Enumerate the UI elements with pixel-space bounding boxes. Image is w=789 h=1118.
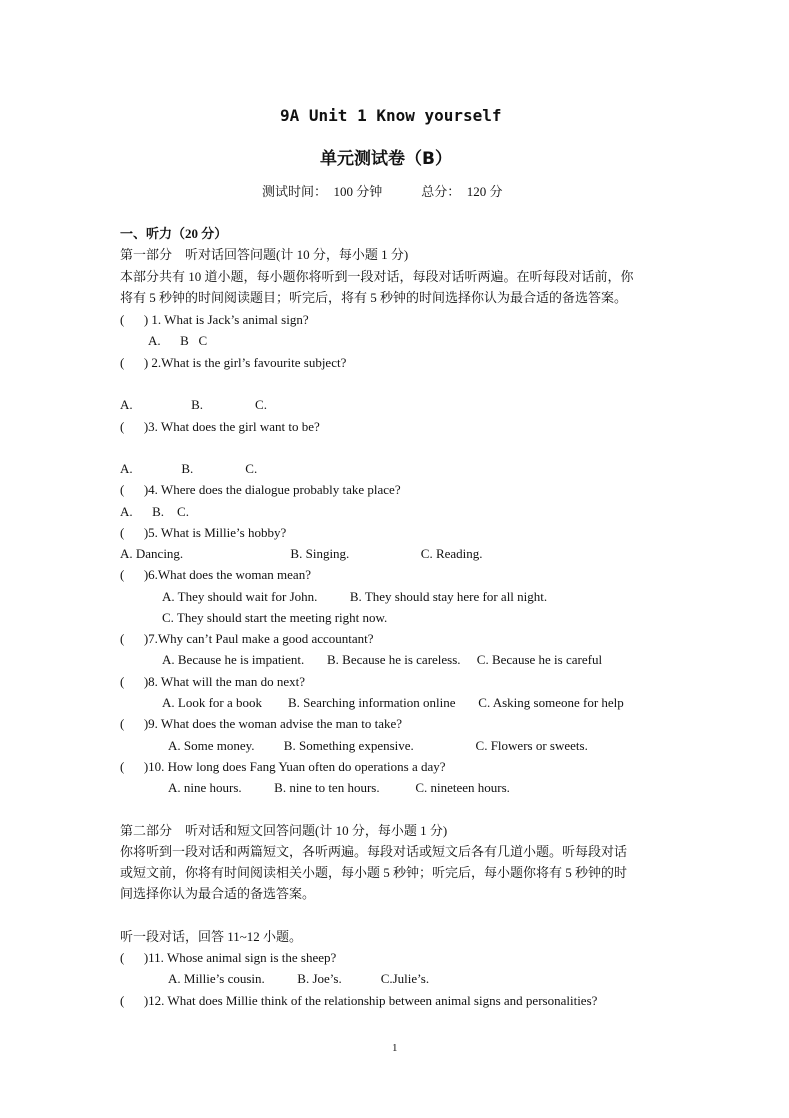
page-title: 9A Unit 1 Know yourself	[280, 106, 502, 125]
question-2-options: A. B. C.	[120, 397, 267, 412]
question-9: ( )9. What does the woman advise the man to take?	[120, 716, 403, 731]
question-10: ( )10. How long does Fang Yuan often do operations a day?	[120, 759, 446, 774]
part2-instruction: 间选择你认为最合适的备选答案。	[120, 886, 316, 901]
part1-instruction: 将有 5 秒钟的时间阅读题目；听完后，将有 5 秒钟的时间选择你认为最合适的备选答案。	[120, 290, 628, 305]
question-3-options: A. B. C.	[120, 461, 258, 476]
question-2: ( ) 2.What is the girl’s favourite subject?	[120, 355, 347, 370]
question-4: ( )4. Where does the dialogue probably take place?	[120, 482, 401, 497]
part2-instruction: 你将听到一段对话和两篇短文，各听两遍。每段对话或短文后各有几道小题。听每段对话	[120, 844, 628, 859]
question-7-options: A. Because he is impatient. B. Because he is careless. C. Because he is careful	[162, 652, 603, 667]
page-subtitle: 单元测试卷（B）	[320, 149, 452, 169]
question-6-options: C. They should start the meeting right now.	[162, 610, 388, 625]
question-5-options: A. Dancing. B. Singing. C. Reading.	[120, 546, 483, 561]
question-1-options: A. B C	[148, 333, 208, 348]
test-meta: 测试时间： 100 分钟 总分： 120 分	[262, 184, 503, 199]
section-heading: 一、听力（20 分）	[120, 226, 228, 241]
question-1: ( ) 1. What is Jack’s animal sign?	[120, 312, 309, 327]
page-number: 1	[392, 1042, 398, 1054]
question-6-options: A. They should wait for John. B. They should stay here for all night.	[162, 589, 548, 604]
part2-title: 第二部分 听对话和短文回答问题(计 10 分，每小题 1 分)	[120, 823, 448, 838]
question-8: ( )8. What will the man do next?	[120, 674, 305, 689]
question-10-options: A. nine hours. B. nine to ten hours. C. nineteen hours.	[168, 780, 510, 795]
question-4-options: A. B. C.	[120, 504, 189, 519]
question-7: ( )7.Why can’t Paul make a good accountant?	[120, 631, 374, 646]
question-11-options: A. Millie’s cousin. B. Joe’s. C.Julie’s.	[168, 971, 430, 986]
part2-instruction: 或短文前，你将有时间阅读相关小题，每小题 5 秒钟；听完后，每小题你将有 5 秒钟的时	[120, 865, 628, 880]
question-8-options: A. Look for a book B. Searching information online C. Asking someone for help	[162, 695, 624, 710]
question-5: ( )5. What is Millie’s hobby?	[120, 525, 287, 540]
part1-instruction: 本部分共有 10 道小题，每小题你将听到一段对话，每段对话听两遍。在听每段对话前，你	[120, 269, 634, 284]
question-12: ( )12. What does Millie think of the relationship between animal signs and personalities?	[120, 993, 598, 1008]
question-11: ( )11. Whose animal sign is the sheep?	[120, 950, 337, 965]
question-9-options: A. Some money. B. Something expensive. C. Flowers or sweets.	[168, 738, 588, 753]
dialogue-intro: 听一段对话，回答 11~12 小题。	[120, 929, 303, 944]
question-6: ( )6.What does the woman mean?	[120, 567, 311, 582]
part1-title: 第一部分 听对话回答问题(计 10 分，每小题 1 分)	[120, 247, 409, 262]
question-3: ( )3. What does the girl want to be?	[120, 419, 320, 434]
